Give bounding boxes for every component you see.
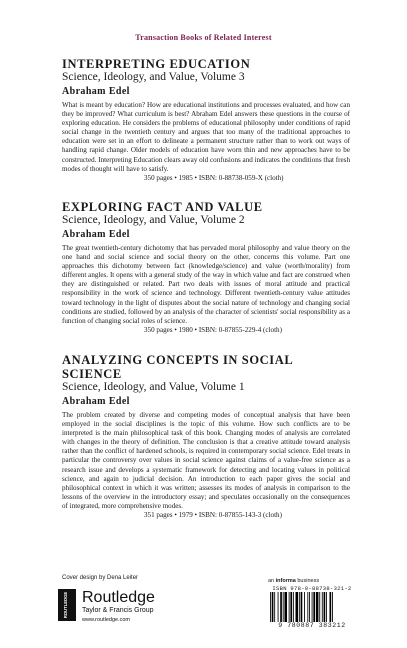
routledge-logo-icon [58,589,76,621]
book-entry-interpreting-education [62,57,350,183]
publisher-group: Taylor & Francis Group [82,607,154,614]
barcode-bar [313,592,315,622]
book-publication-info: 350 pages • 1985 • ISBN: 0-88738-059-X (cloth) [144,173,284,182]
barcode-bar [293,592,294,622]
barcode-bar [309,592,310,622]
isbn13-label: ISBN 978-0-88738-321-2 [272,585,352,592]
publisher-name: Routledge [82,589,155,606]
barcode-bar [280,592,282,622]
book-description: The great twentieth-century dichotomy that has pervaded moral philosophy and value theory on the one hand and social science and social theory on the other, concerns this volume. Part one approaches this dichotomy between fact (knowledge/science) and value (worth/morality) from different angles. It opens with a general study of the way in which value and fact are construed when they are distinguished or related. Part two deals with issues of moral attitude and practical responsibility in the work of science and technology. Different twentieth-century value attitudes toward technology in the light of disputes about the social nature of technology and changing social conditions are studied, followed by an analysis of the character of scientists' social responsibility as a function of changing social roles of science. [62,244,350,325]
book-publication-info: 351 pages • 1979 • ISBN: 0-87855-143-3 (cloth) [144,511,282,520]
book-author: Abraham Edel [62,396,130,407]
barcode-bar [299,592,300,622]
barcode-bar [319,592,320,622]
informa-suffix: business [295,578,320,584]
book-subtitle: Science, Ideology, and Value, Volume 3 [62,71,245,83]
barcode-bar [278,592,279,622]
barcode-bar [284,592,287,622]
barcode-bar [283,592,284,622]
book-author: Abraham Edel [62,86,130,97]
barcode-bar [289,592,290,622]
barcode-bar [270,592,271,622]
barcode-digits: 9 780887 383212 [278,622,346,629]
informa-business-label [268,578,319,584]
book-title: EXPLORING FACT AND VALUE [62,200,263,214]
cover-design-credit: Cover design by Dena Leiter [62,575,139,581]
barcode-bar [290,592,292,622]
barcode-bar [312,592,313,622]
publisher-logo [58,589,198,629]
book-publication-info: 350 pages • 1980 • ISBN: 0-87855-229-4 (cloth) [144,325,282,334]
barcode-bar [301,592,303,622]
book-description: The problem created by diverse and competing modes of conceptual analysis that have been employed in the social disciplines is the topic of this volume. How such conflicts are to be interpreted is the main philosophical task of this book. Changing modes of analysis are correlated with changes in the theory of definition. The conclusion is that a creative attitude toward analysis rather than the conflict of hardened schools, is required in contemporary social science. Edel treats in particular the controversy over values in social science against claims of a value-free science as a research issue and develops a systematic framework for detecting and locating values in political science, and again to judicial decision. An introduction to each paper gives the social and philosophical context in which it was written; assesses its modes of analysis in comparison to the lessons of the overview in the introductory essay; and speculates occasionally on the consequences of integrated, more comprehensive modes. [62,411,350,510]
isbn-barcode [268,585,356,630]
series-header: Transaction Books of Related Interest [135,33,272,42]
barcode-bar [324,592,326,622]
barcode-bar [296,592,299,622]
barcode-bar [307,592,308,622]
barcode-bar [330,592,332,622]
barcode-bar [272,592,274,622]
informa-prefix: an [268,578,276,584]
informa-brand: informa [275,578,296,584]
book-title: ANALYZING CONCEPTS IN SOCIAL SCIENCE [62,353,293,381]
barcode-bar [316,592,319,622]
book-description: What is meant by education? How are educational institutions and processes evaluated, and how can they be improved? What curriculum is best? Abraham Edel answers these questions in the course of exploring education. He considers the problems of educational philosophy under conditions of rapid social change in the twentieth century and argues that too many of the traditional approaches to education were set in an effort to delineate a permanent structure rather than to work out ways of handling rapid change. Older models of education have worn thin and new approaches have to be constructed. Interpreting Education clears away old confusions and indicates the conditions that fresh modes of thought will have to satisfy. [62,101,350,173]
book-title: INTERPRETING EDUCATION [62,57,251,71]
barcode-bar [304,592,305,622]
barcode-bar [326,592,327,622]
barcode-bar [274,592,275,622]
barcode-bar [322,592,323,622]
barcode-bar [332,592,333,622]
publisher-url: www.routledge.com [82,617,130,623]
book-entry-analyzing-concepts [62,353,350,520]
logo-mark-text: ROUTLEDGE [63,591,68,619]
book-author: Abraham Edel [62,229,130,240]
book-subtitle: Science, Ideology, and Value, Volume 1 [62,381,245,393]
barcode-icon [268,592,356,622]
book-entry-exploring-fact-and-value [62,200,350,335]
book-subtitle: Science, Ideology, and Value, Volume 2 [62,214,245,226]
